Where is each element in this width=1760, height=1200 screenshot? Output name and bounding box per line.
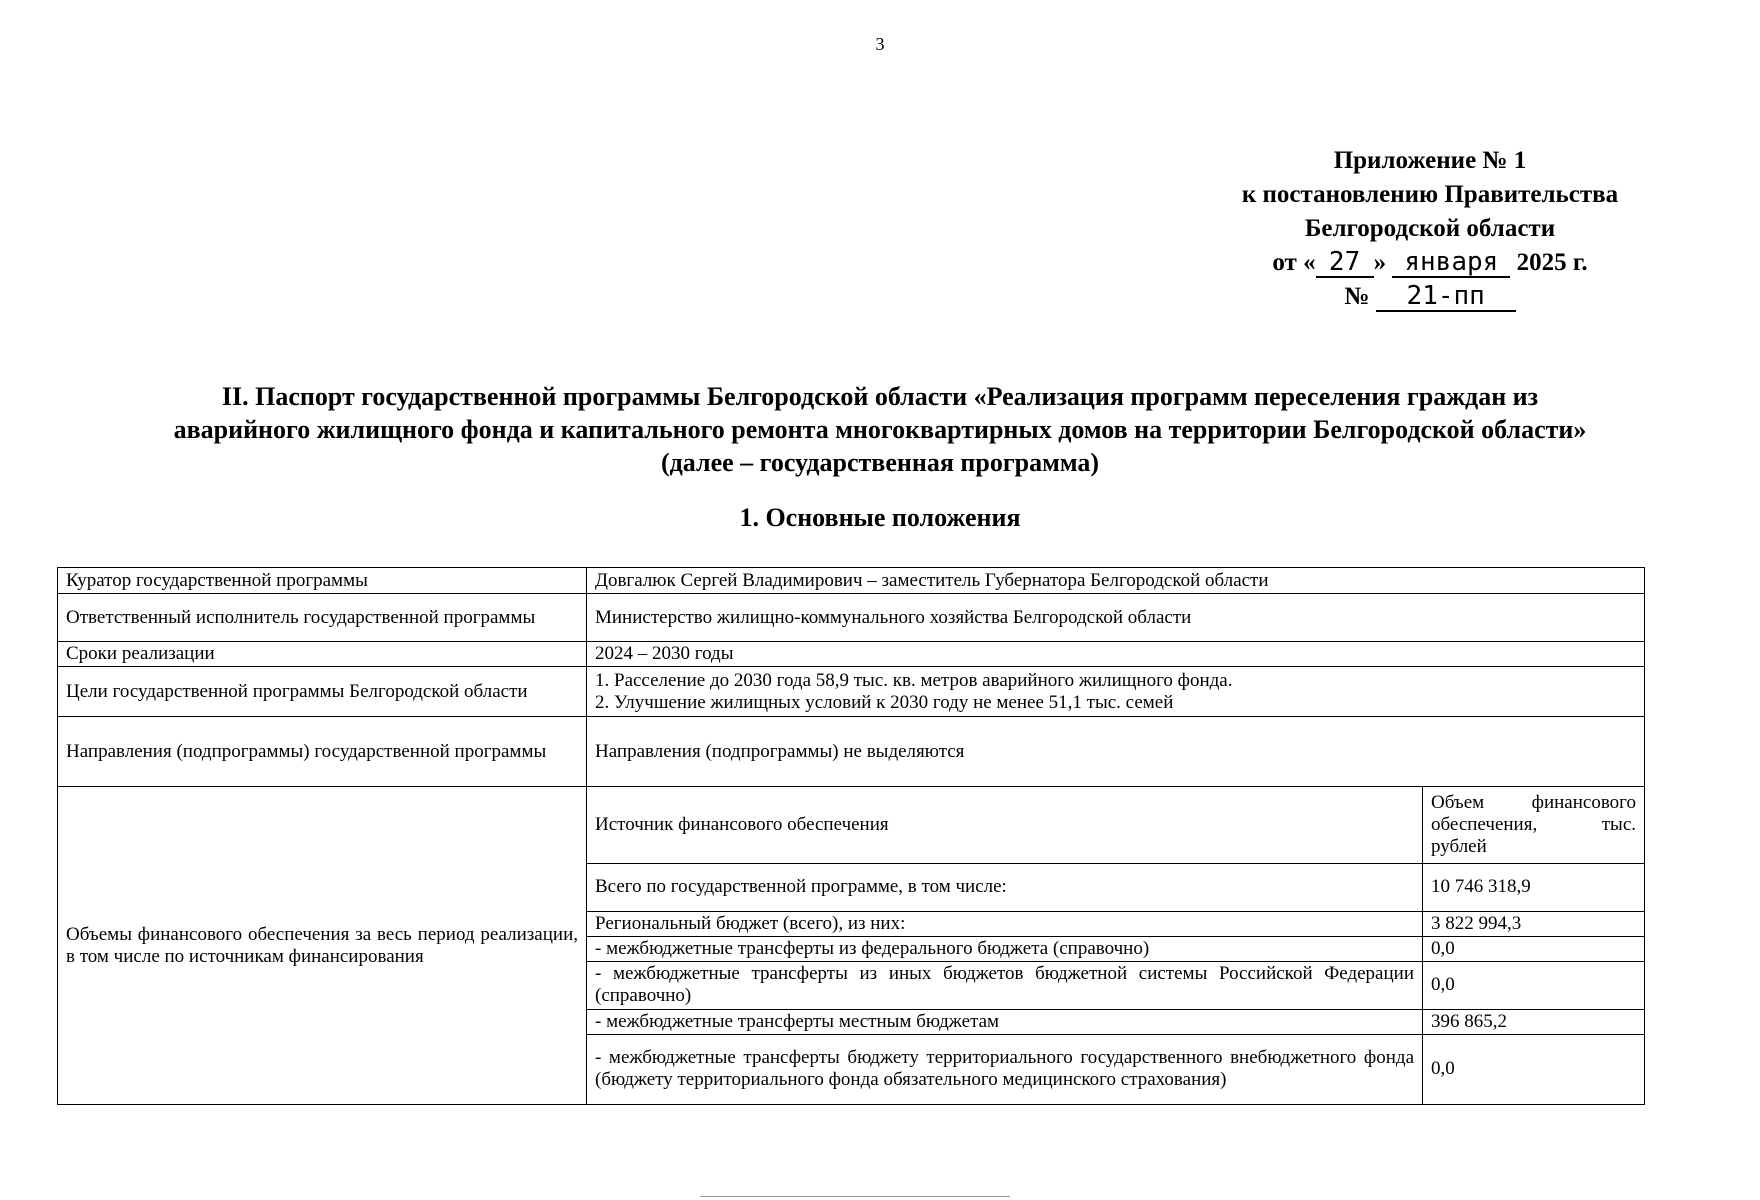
appendix-number	[1180, 280, 1680, 314]
finance-source: - межбюджетные трансферты местным бюджетам	[587, 1009, 1423, 1034]
finance-header-source: Источник финансового обеспечения	[587, 787, 1423, 863]
document-title	[60, 380, 1700, 479]
goal-item-1: 1. Расселение до 2030 года 58,9 тыс. кв. метров аварийного жилищного фонда.	[595, 669, 1233, 691]
finance-source: - межбюджетные трансферты бюджету территориального государственного внебюджетного фонда (бюджету территориального фонда обязательного медицинского страхования)	[587, 1034, 1423, 1104]
row-value: Направления (подпрограммы) не выделяются	[587, 717, 1645, 787]
finance-row	[587, 1034, 1644, 1104]
appendix-title: Приложение № 1	[1333, 147, 1527, 174]
finance-source: Всего по государственной программе, в том числе:	[587, 863, 1423, 911]
scan-artifact-line	[700, 1196, 1010, 1197]
finance-table	[587, 787, 1644, 1104]
table-row	[58, 717, 1645, 787]
table-row	[58, 787, 1645, 1105]
finance-amount: 3 822 994,3	[1423, 911, 1645, 936]
table-row	[58, 568, 1645, 594]
finance-row	[587, 911, 1644, 936]
date-month: января	[1392, 248, 1510, 278]
date-mid: »	[1373, 249, 1387, 276]
goal-item-2: 2. Улучшение жилищных условий к 2030 году не менее 51,1 тыс. семей	[595, 691, 1174, 713]
page-number: 3	[875, 34, 885, 54]
row-label: Цели государственной программы Белгородской области	[58, 667, 587, 717]
finance-amount: 10 746 318,9	[1423, 863, 1645, 911]
finance-header-amount: Объем финансового обеспечения, тыс. рублей	[1423, 787, 1645, 863]
finance-row	[587, 863, 1644, 911]
finance-source: Региональный бюджет (всего), из них:	[587, 911, 1423, 936]
table-row	[58, 642, 1645, 667]
finance-amount: 0,0	[1423, 936, 1645, 961]
row-value	[587, 667, 1645, 717]
title-line-3: (далее – государственная программа)	[660, 448, 1100, 477]
passport-table	[57, 567, 1645, 1105]
title-line-1: II. Паспорт государственной программы Белгородской области «Реализация программ переселения граждан из	[221, 382, 1539, 411]
finance-cell	[587, 787, 1645, 1105]
date-day: 27	[1316, 248, 1374, 278]
row-label: Ответственный исполнитель государственной программы	[58, 594, 587, 642]
finance-row	[587, 961, 1644, 1009]
row-label: Объемы финансового обеспечения за весь период реализации, в том числе по источникам финансирования	[58, 787, 587, 1105]
appendix-resolution: к постановлению Правительства	[1241, 181, 1619, 208]
row-value: Довгалюк Сергей Владимирович – заместитель Губернатора Белгородской области	[587, 568, 1645, 594]
row-value: 2024 – 2030 годы	[587, 642, 1645, 667]
row-value: Министерство жилищно-коммунального хозяйства Белгородской области	[587, 594, 1645, 642]
finance-amount: 0,0	[1423, 1034, 1645, 1104]
finance-source: - межбюджетные трансферты из федерального бюджета (справочно)	[587, 936, 1423, 961]
date-prefix: от «	[1272, 249, 1316, 276]
appendix-date	[1180, 246, 1680, 280]
finance-source: - межбюджетные трансферты из иных бюджетов бюджетной системы Российской Федерации (справочно)	[587, 961, 1423, 1009]
appendix-region: Белгородской области	[1304, 215, 1556, 242]
finance-row	[587, 936, 1644, 961]
row-label: Куратор государственной программы	[58, 568, 587, 594]
finance-header-row	[587, 787, 1644, 863]
appendix-block	[1180, 144, 1680, 314]
date-year: 2025 г.	[1516, 249, 1588, 276]
finance-amount: 0,0	[1423, 961, 1645, 1009]
finance-row	[587, 1009, 1644, 1034]
table-row	[58, 594, 1645, 642]
number-value: 21-пп	[1376, 282, 1516, 312]
row-label: Направления (подпрограммы) государственной программы	[58, 717, 587, 787]
title-line-2: аварийного жилищного фонда и капитального ремонта многоквартирных домов на территории Белгородской области»	[173, 415, 1587, 444]
number-prefix: №	[1344, 283, 1370, 310]
row-label: Сроки реализации	[58, 642, 587, 667]
table-row	[58, 667, 1645, 717]
section-title: 1. Основные положения	[739, 503, 1021, 532]
finance-amount: 396 865,2	[1423, 1009, 1645, 1034]
